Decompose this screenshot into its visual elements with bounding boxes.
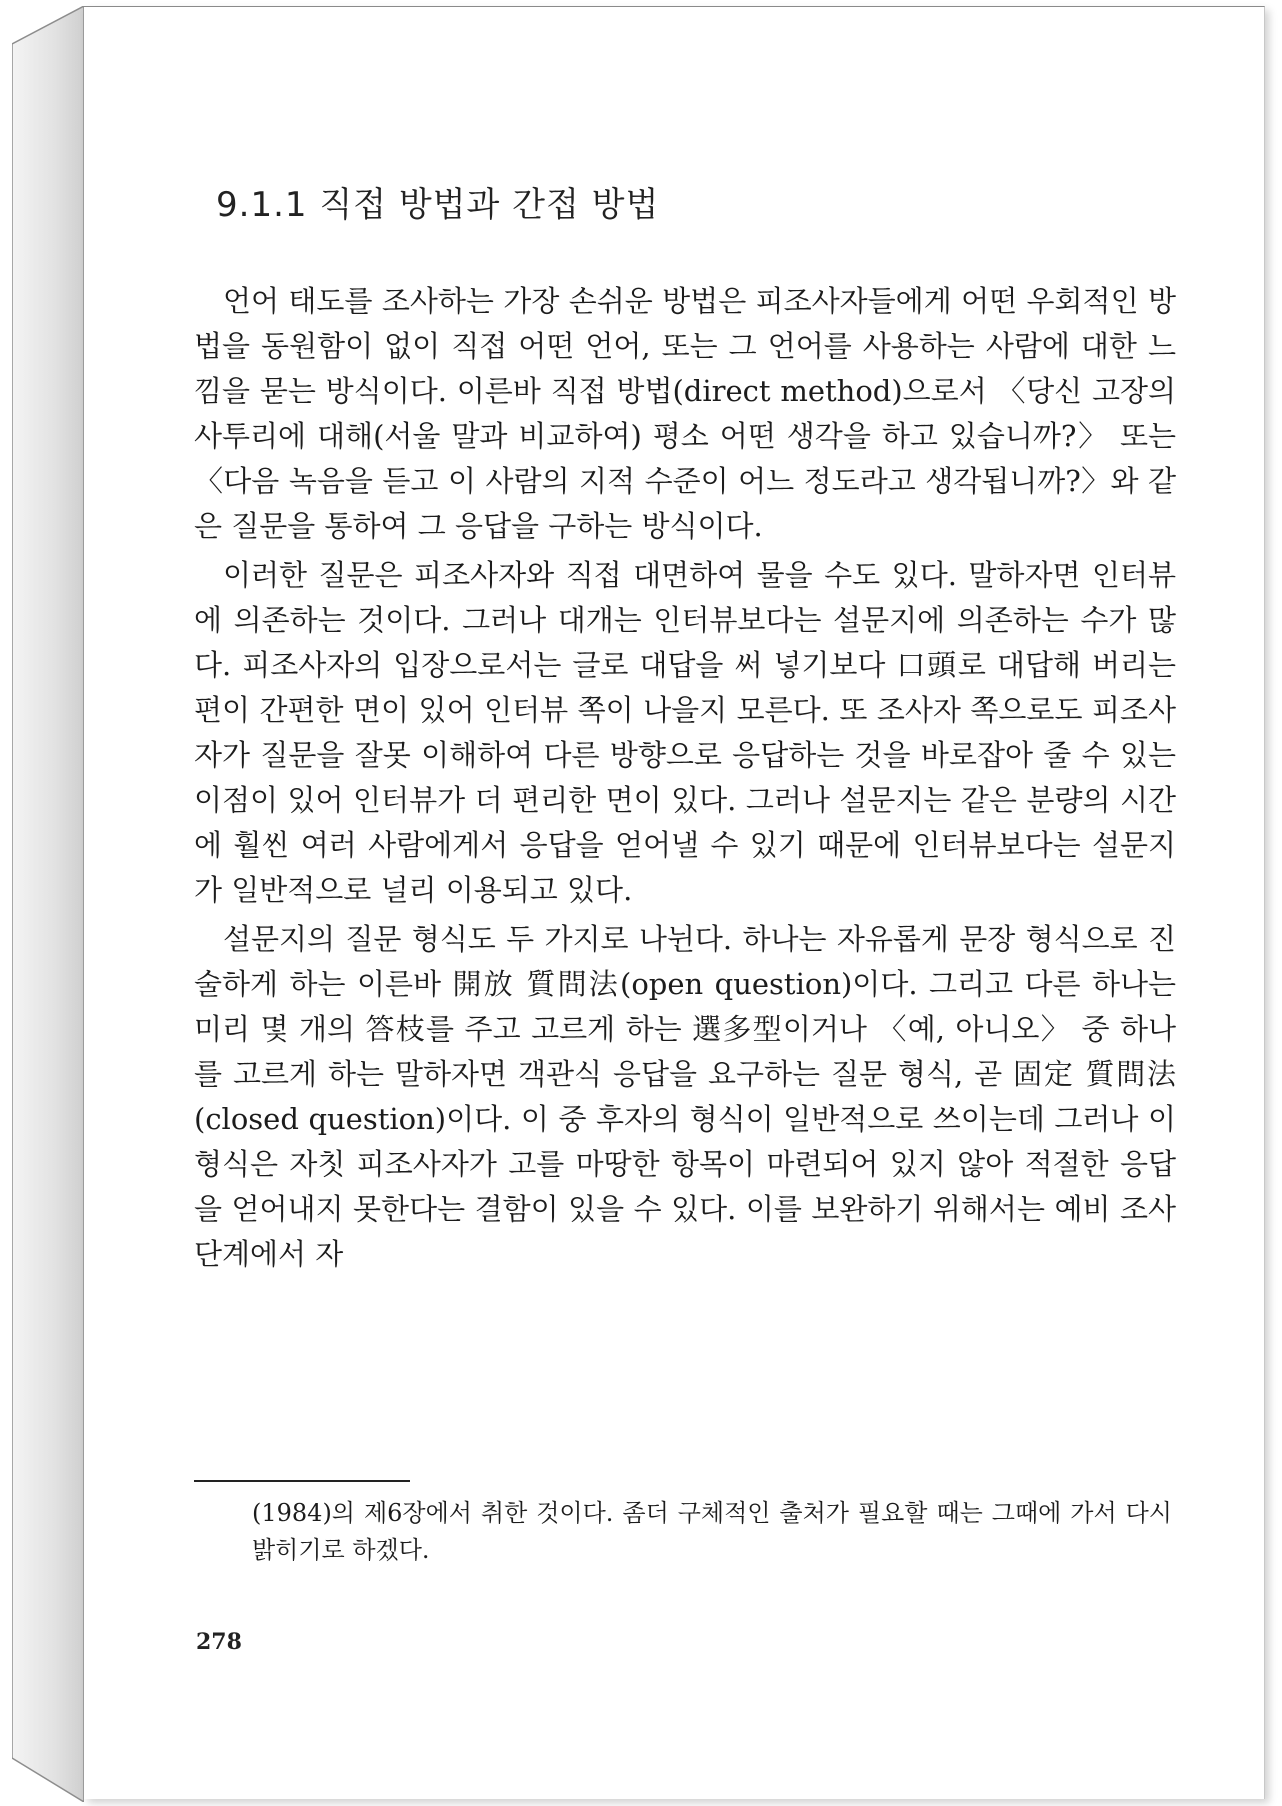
footnote-divider [194, 1480, 410, 1482]
paragraph: 설문지의 질문 형식도 두 가지로 나뉜다. 하나는 자유롭게 문장 형식으로 진술하게 하는 이른바 開放 質問法(open question)이다. 그리고 다른 하나는 미리 몇 개의 答枝를 주고 고르게 하는 選多型이거나 〈예, 아니오〉 중 하나를 고르게 하는 말하자면 객관식 응답을 요구하는 질문 형식, 곧 固定 質問法(closed question)이다. 이 중 후자의 형식이 일반적으로 쓰이는데 그러나 이 형식은 자칫 피조사자가 고를 마땅한 항목이 마련되어 있지 않아 적절한 응답을 얻어내지 못한다는 결함이 있을 수 있다. 이를 보완하기 위해서는 예비 조사 단계에서 자 [194, 922, 1176, 1271]
section-heading: 9.1.1 직접 방법과 간접 방법 [216, 185, 660, 225]
body-text [194, 279, 1176, 1281]
book-spine-edge [12, 6, 84, 1802]
paragraph: 이러한 질문은 피조사자와 직접 대면하여 물을 수도 있다. 말하자면 인터뷰에 의존하는 것이다. 그러나 대개는 인터뷰보다는 설문지에 의존하는 수가 많다. 피조사자의 입장으로서는 글로 대답을 써 넣기보다 口頭로 대답해 버리는 편이 간편한 면이 있어 인터뷰 쪽이 나을지 모른다. 또 조사자 쪽으로도 피조사자가 질문을 잘못 이해하여 다른 방향으로 응답하는 것을 바로잡아 줄 수 있는 이점이 있어 인터뷰가 더 편리한 면이 있다. 그러나 설문지는 같은 분량의 시간에 훨씬 여러 사람에게서 응답을 얻어낼 수 있기 때문에 인터뷰보다는 설문지가 일반적으로 널리 이용되고 있다. [194, 558, 1176, 907]
page-number: 278 [196, 1629, 242, 1655]
book-page [84, 6, 1265, 1799]
footnote: (1984)의 제6장에서 취한 것이다. 좀더 구체적인 출처가 필요할 때는 그때에 가서 다시 밝히기로 하겠다. [252, 1499, 1172, 1564]
paragraph: 언어 태도를 조사하는 가장 손쉬운 방법은 피조사자들에게 어떤 우회적인 방법을 동원함이 없이 직접 어떤 언어, 또는 그 언어를 사용하는 사람에 대한 느낌을 묻는 방식이다. 이른바 직접 방법(direct method)으로서 〈당신 고장의 사투리에 대해(서울 말과 비교하여) 평소 어떤 생각을 하고 있습니까?〉 또는 〈다음 녹음을 듣고 이 사람의 지적 수준이 어느 정도라고 생각됩니까?〉와 같은 질문을 통하여 그 응답을 구하는 방식이다. [194, 284, 1176, 543]
